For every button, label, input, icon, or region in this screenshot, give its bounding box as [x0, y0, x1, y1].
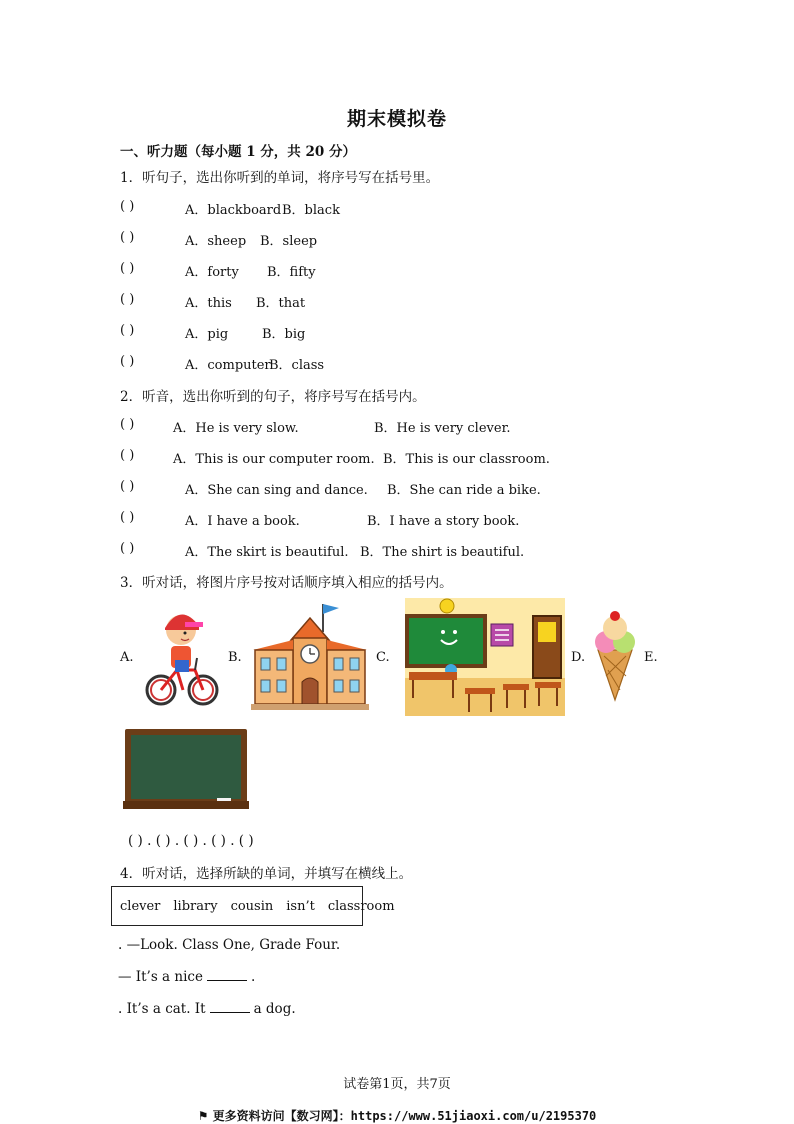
word-bank-box	[111, 886, 395, 926]
option-b: B．The shirt is beautiful.	[360, 545, 525, 560]
answer-paren[interactable]: ( )	[120, 448, 135, 463]
picture-label-e: E.	[644, 650, 658, 665]
word-bank-item: classroom	[327, 898, 395, 914]
answer-paren[interactable]: ( )	[120, 261, 135, 276]
dialogue-text: a dog.	[253, 1001, 296, 1017]
q3-answer-row[interactable]: ( ) . ( ) . ( ) . ( ) . ( )	[128, 833, 254, 849]
option-a: A．I have a book.	[185, 514, 300, 529]
fill-blank[interactable]	[207, 968, 247, 981]
q3-prompt: 3．听对话，将图片序号按对话顺序填入相应的括号内。	[120, 575, 453, 591]
dialogue-text: .	[250, 969, 256, 985]
picture-label-c: C.	[376, 650, 390, 665]
option-b: B．that	[256, 296, 306, 311]
dialogue-line-2	[118, 968, 255, 985]
option-b: B．I have a story book.	[367, 514, 520, 529]
option-a: A．He is very slow.	[173, 421, 299, 436]
child-riding-bike-image	[141, 600, 221, 710]
picture-label-a: A.	[120, 650, 134, 665]
option-b: B．She can ride a bike.	[387, 483, 541, 498]
option-a: A．She can sing and dance.	[185, 483, 368, 498]
q4-prompt: 4．听对话，选择所缺的单词，并填写在横线上。	[120, 866, 413, 882]
classroom-image	[405, 598, 565, 716]
option-a: A．The skirt is beautiful.	[185, 545, 349, 560]
option-a: A．forty	[185, 265, 239, 280]
word-bank-item: library	[173, 898, 218, 914]
option-a: A．computer	[185, 358, 271, 373]
answer-paren[interactable]: ( )	[120, 510, 135, 525]
dialogue-text: — It’s a nice	[118, 969, 203, 985]
option-a: A．blackboard	[185, 203, 282, 218]
option-b: B．sleep	[260, 234, 318, 249]
option-a: A．This is our computer room.	[173, 452, 375, 467]
dialogue-line-3	[118, 1000, 296, 1017]
blackboard-image	[123, 727, 249, 811]
answer-paren[interactable]: ( )	[120, 323, 135, 338]
option-b: B．big	[262, 327, 306, 342]
option-a: A．pig	[185, 327, 229, 342]
dialogue-line-1: . —Look. Class One, Grade Four.	[118, 937, 341, 953]
word-bank-item: cousin	[230, 898, 274, 914]
resource-link-text[interactable]: 更多资料访问【数习网】：https://www.51jiaoxi.com/u/2195370	[212, 1109, 597, 1123]
answer-paren[interactable]: ( )	[120, 541, 135, 556]
dialogue-text: . It’s a cat. It	[118, 1001, 206, 1017]
answer-paren[interactable]: ( )	[120, 479, 135, 494]
option-b: B．He is very clever.	[374, 421, 511, 436]
answer-paren[interactable]: ( )	[120, 354, 135, 369]
picture-label-b: B.	[228, 650, 242, 665]
word-bank-item: isn’t	[286, 898, 315, 914]
answer-paren[interactable]: ( )	[120, 292, 135, 307]
option-b: B．class	[269, 358, 325, 373]
q2-prompt: 2．听音，选出你听到的句子，将序号写在括号内。	[120, 389, 426, 405]
flag-icon: ⚑	[197, 1109, 213, 1123]
answer-paren[interactable]: ( )	[120, 199, 135, 214]
resource-link-banner[interactable]	[0, 1107, 794, 1124]
answer-paren[interactable]: ( )	[120, 417, 135, 432]
answer-paren[interactable]: ( )	[120, 230, 135, 245]
page-title: 期末模拟卷	[346, 108, 447, 130]
ice-cream-image	[592, 610, 638, 702]
option-a: A．sheep	[185, 234, 247, 249]
page-footer: 试卷第1页，共7页	[343, 1077, 451, 1092]
option-a: A．this	[185, 296, 232, 311]
q1-prompt: 1．听句子，选出你听到的单词，将序号写在括号里。	[120, 170, 440, 186]
option-b: B．fifty	[267, 265, 316, 280]
section-1-heading: 一、听力题（每小题 1 分，共 20 分）	[120, 144, 356, 160]
fill-blank[interactable]	[210, 1000, 250, 1013]
picture-label-d: D.	[571, 650, 586, 665]
school-building-image	[251, 600, 369, 712]
option-b: B．This is our classroom.	[383, 452, 550, 467]
option-b: B．black	[282, 203, 340, 218]
word-bank-item: clever	[120, 898, 161, 914]
